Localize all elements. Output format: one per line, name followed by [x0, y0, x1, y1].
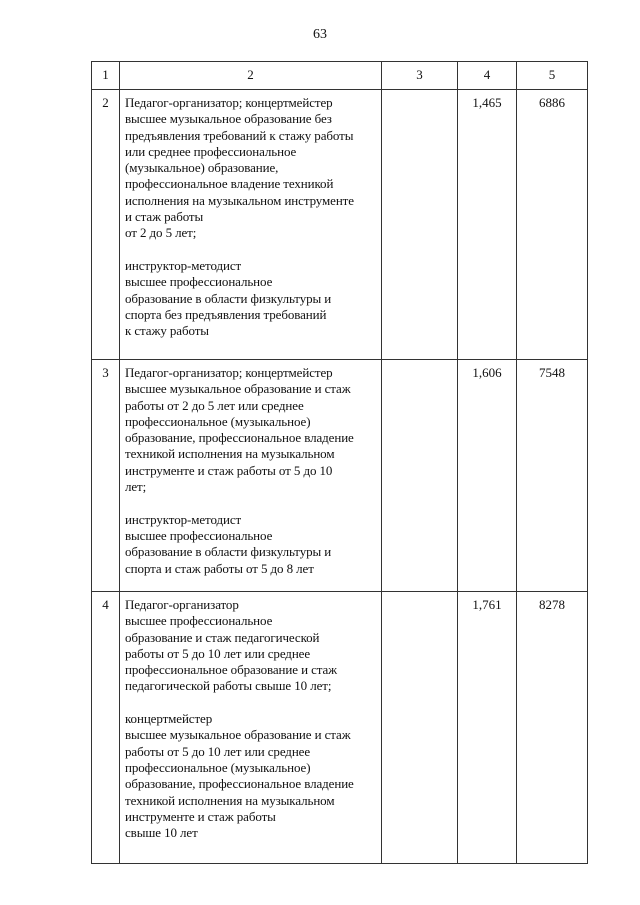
column-3-cell [382, 592, 458, 864]
description-line: образование в области физкультуры и [125, 290, 332, 306]
position-description [120, 90, 382, 360]
description-line: профессиональное образование и стаж [125, 662, 338, 678]
description-line: Педагог-организатор; концертмейстер [125, 95, 333, 110]
description-line: инструктор-методист [125, 257, 242, 273]
description-line: высшее музыкальное образование и стаж [125, 727, 351, 743]
description-line: концертмейстер [125, 711, 213, 727]
salary-cell: 6886 [517, 90, 588, 360]
description-line: (музыкальное) образование, [125, 160, 279, 176]
description-line: высшее профессиональное [125, 527, 273, 543]
position-description [120, 592, 382, 864]
coefficient-cell: 1,465 [458, 90, 517, 360]
row-number: 4 [92, 592, 120, 864]
description-line: высшее профессиональное [125, 274, 273, 290]
description-line: исполнения на музыкальном инструменте [125, 192, 354, 208]
description-line: педагогической работы свыше 10 лет; [125, 678, 332, 694]
table-row [92, 90, 588, 360]
header-cell-2: 2 [120, 62, 382, 90]
description-line: высшее музыкальное образование без [125, 111, 332, 127]
description-line: от 2 до 5 лет; [125, 225, 197, 241]
row-number: 3 [92, 360, 120, 592]
paragraph-gap [125, 495, 377, 511]
table-row [92, 360, 588, 592]
header-cell-1: 1 [92, 62, 120, 90]
description-line: Педагог-организатор [125, 597, 239, 612]
description-line: техникой исполнения на музыкальном [125, 446, 335, 462]
description-line: образование в области физкультуры и [125, 544, 332, 560]
description-line: образование, профессиональное владение [125, 776, 354, 792]
paragraph-gap [125, 242, 377, 258]
description-line: Педагог-организатор; концертмейстер [125, 365, 333, 380]
header-cell-3: 3 [382, 62, 458, 90]
description-line: инструктор-методист [125, 511, 242, 527]
salary-table [91, 61, 588, 864]
coefficient-cell: 1,606 [458, 360, 517, 592]
description-line: или среднее профессиональное [125, 143, 297, 159]
description-line: работы от 5 до 10 лет или среднее [125, 645, 311, 661]
table-row [92, 592, 588, 864]
description-line: и стаж работы [125, 209, 204, 225]
salary-cell: 7548 [517, 360, 588, 592]
description-line: спорта и стаж работы от 5 до 8 лет [125, 560, 314, 576]
column-3-cell [382, 360, 458, 592]
description-line: работы от 2 до 5 лет или среднее [125, 397, 304, 413]
description-line: спорта без предъявления требований [125, 306, 327, 322]
position-description [120, 360, 382, 592]
header-cell-4: 4 [458, 62, 517, 90]
paragraph-gap [125, 695, 377, 711]
coefficient-cell: 1,761 [458, 592, 517, 864]
description-line: высшее профессиональное [125, 613, 273, 629]
description-line: образование и стаж педагогической [125, 629, 320, 645]
description-line: профессиональное (музыкальное) [125, 413, 311, 429]
description-line: инструменте и стаж работы [125, 808, 276, 824]
description-line: инструменте и стаж работы от 5 до 10 [125, 462, 333, 478]
description-line: к стажу работы [125, 323, 209, 339]
row-number: 2 [92, 90, 120, 360]
description-line: техникой исполнения на музыкальном [125, 792, 335, 808]
salary-cell: 8278 [517, 592, 588, 864]
description-line: высшее музыкальное образование и стаж [125, 381, 351, 397]
description-line: работы от 5 до 10 лет или среднее [125, 743, 311, 759]
description-line: образование, профессиональное владение [125, 430, 354, 446]
description-line: предъявления требований к стажу работы [125, 127, 354, 143]
description-line: профессиональное (музыкальное) [125, 759, 311, 775]
description-line: лет; [125, 479, 147, 495]
description-line: свыше 10 лет [125, 825, 198, 841]
description-line: профессиональное владение техникой [125, 176, 334, 192]
table-header-row [92, 62, 588, 90]
column-3-cell [382, 90, 458, 360]
page-number: 63 [313, 27, 327, 42]
header-cell-5: 5 [517, 62, 588, 90]
